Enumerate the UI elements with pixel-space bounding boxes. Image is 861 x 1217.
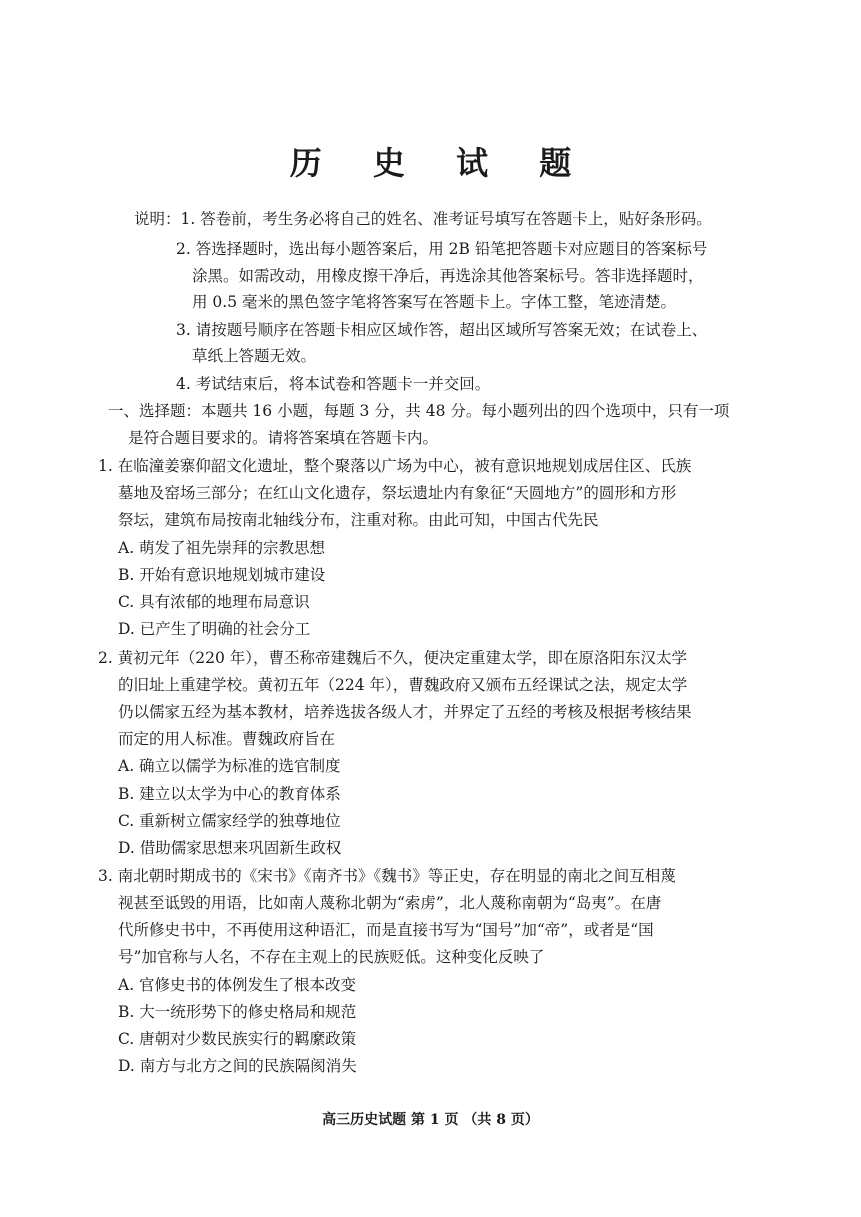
question-3-line-2: 视甚至诋毁的用语，比如南人蔑称北朝为“索虏”，北人蔑称南朝为“岛夷”。在唐: [118, 894, 662, 912]
question-1-option-a: A. 萌发了祖先崇拜的宗教思想: [118, 539, 326, 557]
question-3-option-d: D. 南方与北方之间的民族隔阂消失: [118, 1057, 357, 1075]
question-3-option-c: C. 唐朝对少数民族实行的羁縻政策: [118, 1030, 357, 1048]
question-1-option-b: B. 开始有意识地规划城市建设: [118, 566, 326, 584]
page-title: 历 史 试 题: [289, 144, 592, 182]
question-3-option-a: A. 官修史书的体例发生了根本改变: [118, 976, 357, 994]
instruction-2-line-1: 2. 答选择题时，选出每小题答案后，用 2B 铅笔把答题卡对应题目的答案标号: [176, 240, 708, 258]
section-heading-line-1: 一、选择题：本题共 16 小题，每题 3 分，共 48 分。每小题列出的四个选项中，只有一项: [108, 402, 730, 420]
question-1-line-2: 墓地及窑场三部分；在红山文化遗存，祭坛遗址内有象征“天圆地方”的圆形和方形: [118, 484, 677, 502]
instruction-1: 说明：1. 答卷前，考生务必将自己的姓名、准考证号填写在答题卡上，贴好条形码。: [134, 210, 712, 228]
question-1-line-1: 1. 在临潼姜寨仰韶文化遗址，整个聚落以广场为中心，被有意识地规划成居住区、氏族: [98, 457, 692, 475]
instruction-2-line-3: 用 0.5 毫米的黑色签字笔将答案写在答题卡上。字体工整，笔迹清楚。: [192, 293, 677, 311]
instructions-label: 说明：: [134, 210, 181, 228]
question-2-line-4: 而定的用人标准。曹魏政府旨在: [118, 730, 336, 748]
question-2-option-b: B. 建立以太学为中心的教育体系: [118, 785, 341, 803]
question-3-option-b: B. 大一统形势下的修史格局和规范: [118, 1003, 357, 1021]
section-heading-line-2: 是符合题目要求的。请将答案填在答题卡内。: [128, 429, 439, 447]
question-2-option-c: C. 重新树立儒家经学的独尊地位: [118, 812, 341, 830]
question-1-option-d: D. 已产生了明确的社会分工: [118, 620, 311, 638]
instruction-2-line-2: 涂黑。如需改动，用橡皮擦干净后，再选涂其他答案标号。答非选择题时，: [192, 267, 704, 285]
instruction-3-line-2: 草纸上答题无效。: [192, 347, 317, 365]
page-footer: 高三历史试题 第 1 页 （共 8 页）: [322, 1112, 539, 1128]
question-2-line-2: 的旧址上重建学校。黄初五年（224 年），曹魏政府又颁布五经课试之法，规定太学: [118, 676, 688, 694]
question-2-line-3: 仍以儒家五经为基本教材，培养选拔各级人才，并界定了五经的考核及根据考核结果: [118, 703, 692, 721]
question-1-line-3: 祭坛，建筑布局按南北轴线分布，注重对称。由此可知，中国古代先民: [118, 511, 599, 529]
question-2-option-d: D. 借助儒家思想来巩固新生政权: [118, 839, 342, 857]
instruction-3-line-1: 3. 请按题号顺序在答题卡相应区域作答，超出区域所写答案无效；在试卷上、: [176, 321, 708, 339]
question-2-line-1: 2. 黄初元年（220 年），曹丕称帝建魏后不久，便决定重建太学，即在原洛阳东汉太学: [98, 649, 687, 667]
question-1-option-c: C. 具有浓郁的地理布局意识: [118, 593, 310, 611]
question-3-line-1: 3. 南北朝时期成书的《宋书》《南齐书》《魏书》等正史，存在明显的南北之间互相蔑: [98, 867, 676, 885]
question-3-line-3: 代所修史书中，不再使用这种语汇，而是直接书写为“国号”加“帝”，或者是“国: [118, 921, 654, 939]
instruction-4: 4. 考试结束后，将本试卷和答题卡一并交回。: [176, 375, 491, 393]
question-3-line-4: 号”加官称与人名，不存在主观上的民族贬低。这种变化反映了: [118, 948, 545, 966]
question-2-option-a: A. 确立以儒学为标准的选官制度: [118, 757, 341, 775]
